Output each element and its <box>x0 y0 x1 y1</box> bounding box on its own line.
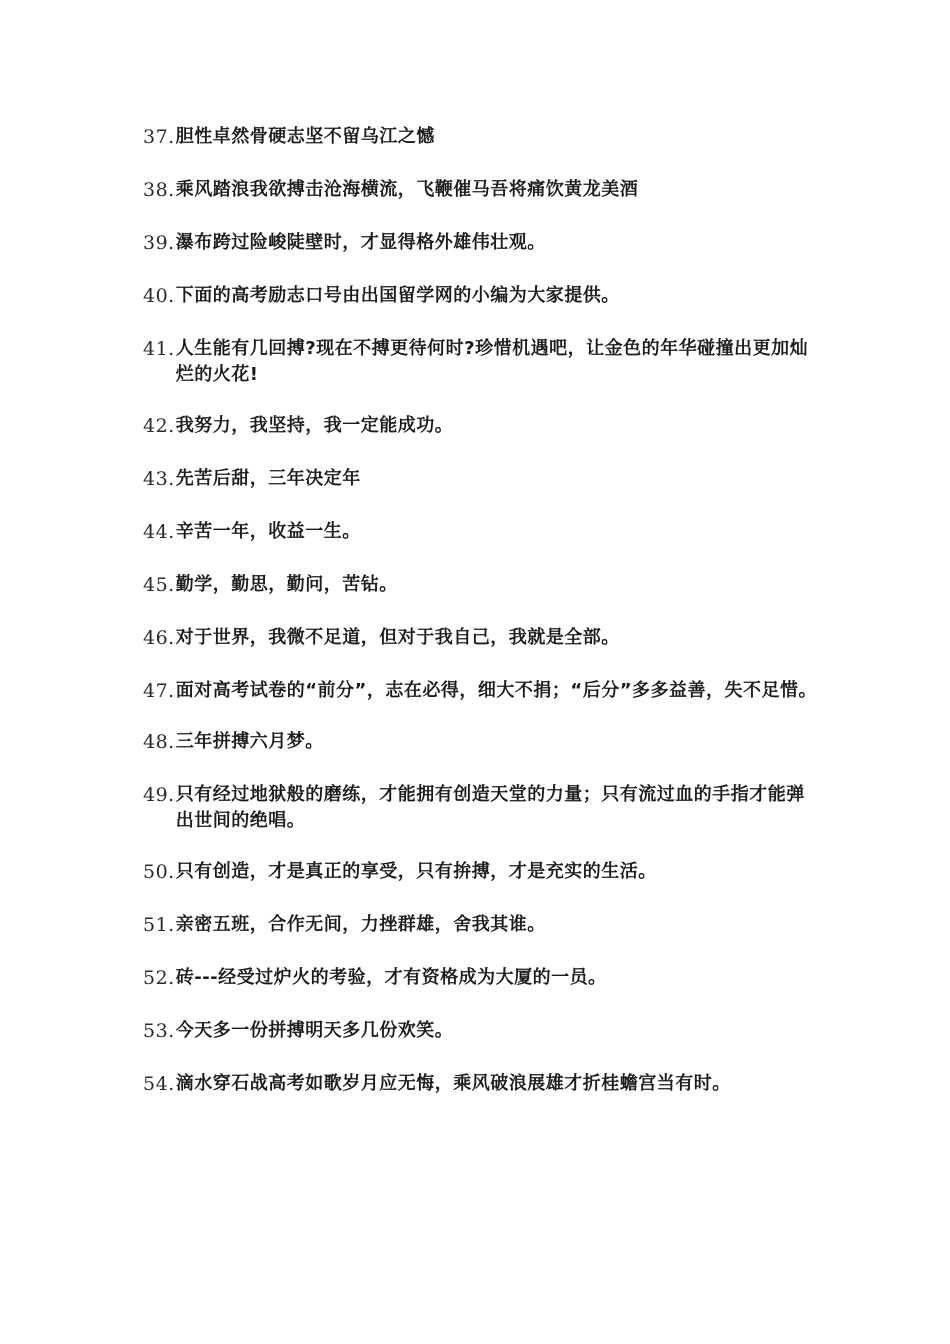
slogan-list <box>143 124 823 1122</box>
item-text: 我努力，我坚持，我一定能成功。 <box>175 415 454 436</box>
item-number: 54. <box>143 1073 175 1095</box>
item-text: 先苦后甜，三年决定年 <box>175 468 361 489</box>
list-item <box>143 466 823 492</box>
list-item <box>143 230 823 256</box>
item-text: 三年拼搏六月梦。 <box>175 731 324 752</box>
item-number: 46. <box>143 627 175 649</box>
item-text: 只有创造，才是真正的享受，只有拚搏，才是充实的生活。 <box>175 861 657 882</box>
item-number: 44. <box>143 521 175 543</box>
list-item <box>143 283 823 309</box>
item-number: 37. <box>143 126 175 148</box>
item-number: 42. <box>143 415 175 437</box>
item-text: 只有经过地狱般的磨练，才能拥有创造天堂的力量；只有流过血的手指才能弹出世间的绝唱。 <box>175 784 805 831</box>
item-number: 38. <box>143 179 175 201</box>
item-text: 面对高考试卷的“前分”，志在必得，细大不捐；“后分”多多益善，失不足惜。 <box>175 680 818 701</box>
item-text: 人生能有几回搏?现在不搏更待何时?珍惜机遇吧，让金色的年华碰撞出更加灿烂的火花! <box>175 338 809 385</box>
list-item <box>143 572 823 598</box>
item-text: 下面的高考励志口号由出国留学网的小编为大家提供。 <box>175 285 620 306</box>
list-item <box>143 1071 823 1097</box>
item-number: 40. <box>143 285 175 307</box>
item-number: 53. <box>143 1020 175 1042</box>
item-text: 今天多一份拼搏明天多几份欢笑。 <box>175 1020 454 1041</box>
list-item <box>143 859 823 885</box>
item-text: 瀑布跨过险峻陡壁时，才显得格外雄伟壮观。 <box>175 232 546 253</box>
list-item <box>143 519 823 545</box>
item-number: 51. <box>143 914 175 936</box>
list-item <box>143 912 823 938</box>
list-item <box>143 782 823 834</box>
item-text: 对于世界，我微不足道，但对于我自己，我就是全部。 <box>175 627 620 648</box>
item-text: 砖---经受过炉火的考验，才有资格成为大厦的一员。 <box>175 967 607 988</box>
item-number: 48. <box>143 731 175 753</box>
item-text: 乘风踏浪我欲搏击沧海横流，飞鞭催马吾将痛饮黄龙美酒 <box>175 179 639 200</box>
item-number: 50. <box>143 861 175 883</box>
item-text: 勤学，勤思，勤问，苦钻。 <box>175 574 398 595</box>
list-item <box>143 625 823 651</box>
list-item <box>143 124 823 150</box>
item-number: 47. <box>143 680 175 702</box>
item-text: 亲密五班，合作无间，力挫群雄，舍我其谁。 <box>175 914 546 935</box>
item-number: 39. <box>143 232 175 254</box>
list-item <box>143 336 823 388</box>
item-text: 滴水穿石战高考如歌岁月应无悔，乘风破浪展雄才折桂蟾宫当有时。 <box>175 1073 731 1094</box>
item-text: 胆性卓然骨硬志坚不留乌江之憾 <box>175 126 435 147</box>
list-item <box>143 678 823 704</box>
item-text: 辛苦一年，收益一生。 <box>175 521 361 542</box>
list-item <box>143 1018 823 1044</box>
item-number: 41. <box>143 338 175 360</box>
item-number: 45. <box>143 574 175 596</box>
item-number: 49. <box>143 784 175 806</box>
item-number: 52. <box>143 967 175 989</box>
list-item <box>143 965 823 991</box>
item-number: 43. <box>143 468 175 490</box>
list-item <box>143 177 823 203</box>
list-item <box>143 729 823 755</box>
list-item <box>143 413 823 439</box>
